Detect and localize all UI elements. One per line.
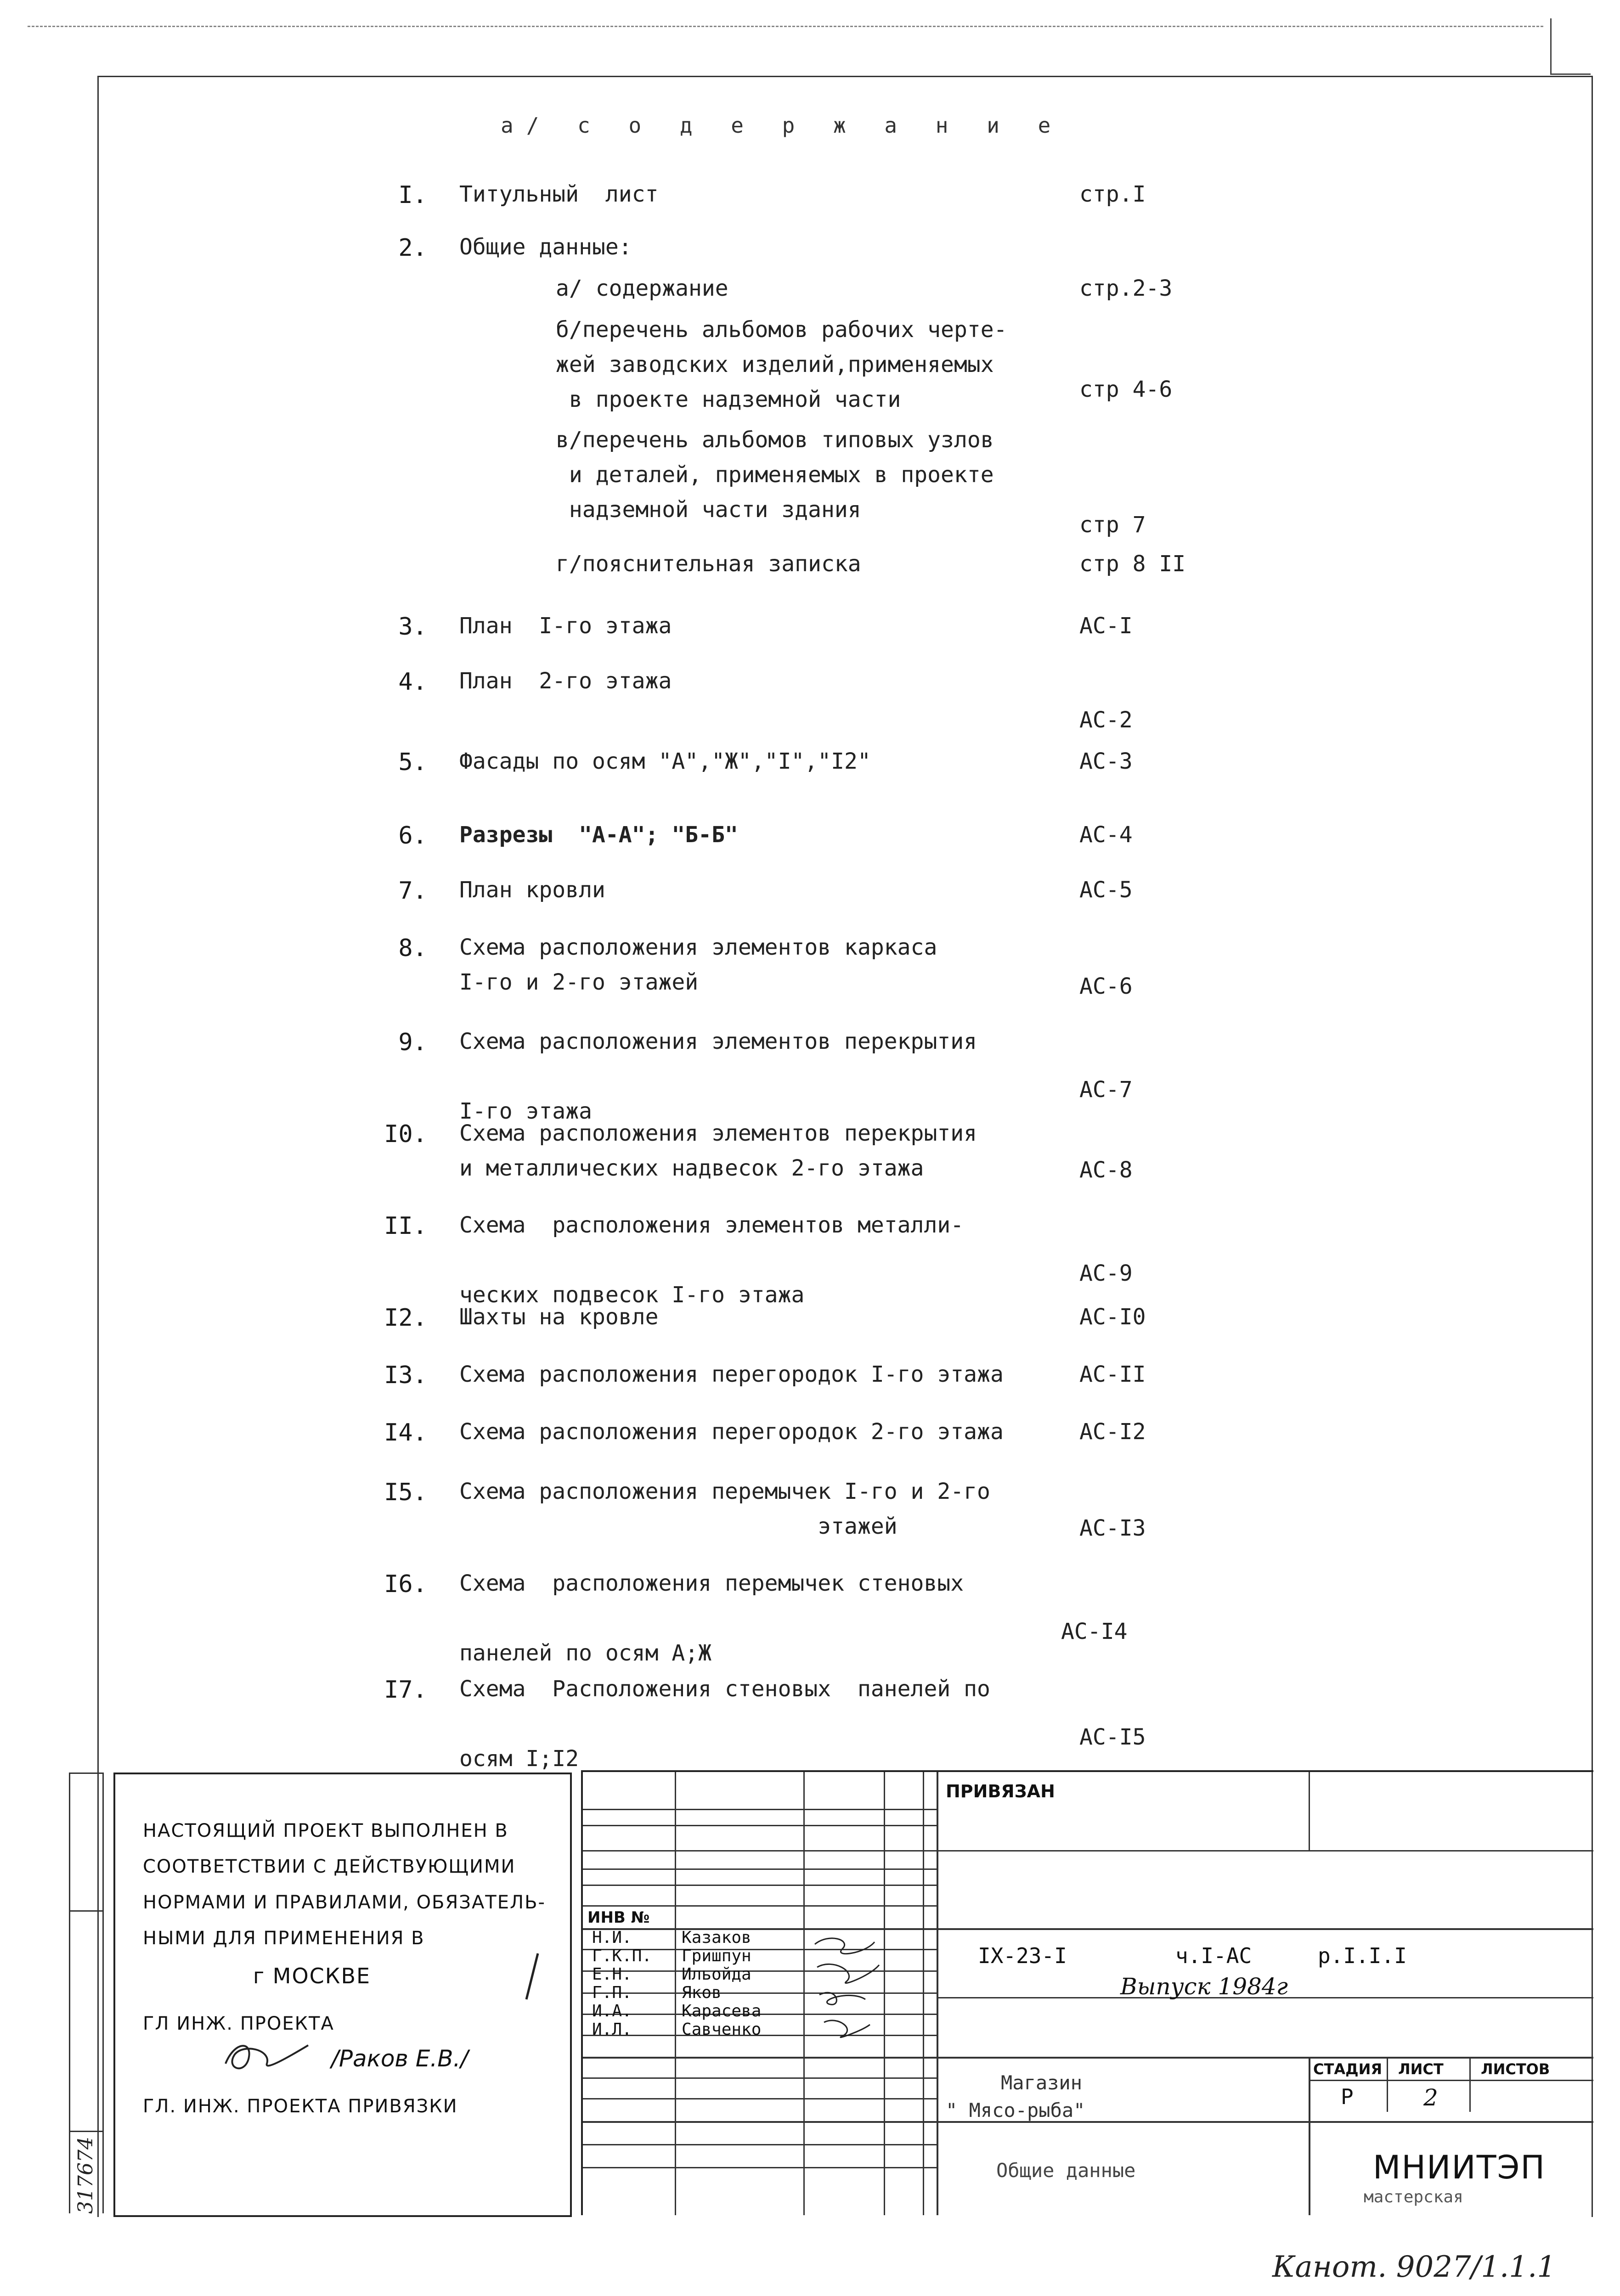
toc-title: а/ содержание [556, 276, 728, 301]
project-section: р.I.I.I [1318, 1943, 1407, 1968]
toc-number: 2. [398, 234, 427, 262]
issue-year: Выпуск 1984г [1120, 1973, 1288, 2000]
toc-reference: АС-7 [1079, 1077, 1133, 1103]
grid-hline-6 [583, 1905, 937, 1907]
toc-reference: АС-I4 [1061, 1619, 1128, 1644]
toc-reference: АС-I3 [1079, 1515, 1146, 1541]
grid-vline-sheet [1387, 2057, 1388, 2112]
toc-number: I6. [384, 1570, 427, 1598]
toc-title: Схема расположения элементов каркаса I-го и 2-го этажей [459, 934, 937, 995]
chief-engineer-signature [216, 2032, 317, 2082]
grid-hline-stage [1309, 2080, 1593, 2081]
toc-number: 9. [398, 1029, 427, 1056]
toc-number: I4. [384, 1419, 427, 1446]
toc-title: г/пояснительная записка [556, 551, 861, 577]
toc-reference: АС-8 [1079, 1157, 1133, 1183]
grid-hline-13 [583, 2057, 1593, 2059]
toc-reference: стр.I [1079, 181, 1146, 207]
stage-label: СТАДИЯ [1313, 2060, 1382, 2078]
toc-title: План кровли [459, 877, 605, 903]
toc-title: Фасады по осям "А","Ж","I","I2" [459, 748, 871, 774]
margin-archive-number: 317674 [74, 2137, 97, 2214]
organization-subtitle: мастерская [1364, 2188, 1463, 2206]
staff-role: Г.П. [592, 1983, 632, 2002]
toc-number: I7. [384, 1676, 427, 1704]
toc-reference: стр 4-6 [1079, 377, 1173, 402]
grid-vline-bound [1309, 1772, 1310, 1850]
building-name-line1: Магазин [1001, 2071, 1083, 2094]
grid-hline-14 [583, 2077, 937, 2079]
toc-title: Схема расположения перегородок 2-го этажа [459, 1419, 1004, 1445]
slash-mark [519, 1949, 547, 2004]
staff-name: Гришпун [682, 1947, 751, 1965]
compliance-statement-box [113, 1773, 572, 2217]
toc-title: Разрезы "А-А"; "Б-Б" [459, 822, 738, 848]
toc-number: I2. [384, 1304, 427, 1332]
statement-line-5: г МОСКВЕ [253, 1964, 371, 1988]
toc-title: в/перечень альбомов типовых узлов и деталей, применяемых в проекте надземной части здания [556, 427, 994, 523]
statement-line-4: НЫМИ ДЛЯ ПРИМЕНЕНИЯ В [143, 1928, 425, 1949]
grid-hline-16 [583, 2121, 1593, 2123]
statement-line-2: СООТВЕТСТВИИ С ДЕЙСТВУЮЩИМИ [143, 1856, 516, 1877]
toc-number: 5. [398, 748, 427, 776]
toc-title: Схема расположения элементов перекрытия I-го этажа [459, 1029, 977, 1124]
building-name-line2: " Мясо-рыба" [946, 2099, 1085, 2122]
toc-number: 6. [398, 822, 427, 850]
staff-role: Г.К.П. [592, 1947, 652, 1965]
toc-reference: стр.2-3 [1079, 276, 1173, 301]
toc-title: Схема расположения элементов металли- ческих подвесок I-го этажа [459, 1212, 964, 1308]
sheet-label: ЛИСТ [1398, 2060, 1444, 2078]
chief-engineer-name: /Раков Е.В./ [331, 2045, 469, 2072]
sheets-label: ЛИСТОВ [1481, 2060, 1550, 2078]
title-block-grid [581, 1770, 1593, 2215]
grid-hline-15 [583, 2098, 937, 2099]
toc-title: Шахты на кровле [459, 1304, 659, 1330]
grid-hline-18 [583, 2167, 937, 2168]
grid-hline-4 [583, 1868, 937, 1870]
statement-line-1: НАСТОЯЩИЙ ПРОЕКТ ВЫПОЛНЕН В [143, 1820, 508, 1841]
toc-title: Схема расположения перемычек I-го и 2-го этажей [459, 1479, 990, 1539]
toc-number: 7. [398, 877, 427, 905]
toc-reference: АС-I2 [1079, 1419, 1146, 1445]
staff-name: Яков [682, 1983, 722, 2002]
toc-title: б/перечень альбомов рабочих черте- жей заводских изделий,применяемых в проекте надземной части [556, 317, 1007, 412]
project-code: IX-23-I [978, 1943, 1067, 1968]
grid-vline-main [937, 1772, 938, 2215]
grid-vline-sheets [1469, 2057, 1471, 2112]
margin-cell-mid [70, 1910, 102, 2049]
margin-strip [69, 1773, 104, 2213]
toc-number: I0. [384, 1120, 427, 1148]
toc-title: Схема расположения перемычек стеновых панелей по осям А;Ж [459, 1570, 964, 1666]
margin-cell-bottom [70, 2131, 102, 2215]
grid-hline-17 [583, 2144, 937, 2145]
staff-name: Ильойда [682, 1965, 751, 1984]
toc-number: 8. [398, 934, 427, 962]
staff-role: Н.И. [592, 1928, 632, 1947]
toc-number: I. [398, 181, 427, 209]
toc-number: II. [384, 1212, 427, 1240]
toc-reference: АС-6 [1079, 974, 1133, 999]
grid-hline-3 [583, 1850, 937, 1851]
toc-reference: стр 8 II [1079, 551, 1186, 577]
margin-cell-top [70, 1773, 102, 1912]
stage-value: Р [1341, 2084, 1354, 2109]
toc-number: I3. [384, 1362, 427, 1389]
grid-hline-2 [583, 1825, 937, 1826]
bound-label: ПРИВЯЗАН [946, 1781, 1055, 1801]
statement-line-3: НОРМАМИ И ПРАВИЛАМИ, ОБЯЗАТЕЛЬ- [143, 1892, 546, 1913]
staff-role: И.Л. [592, 2020, 632, 2039]
toc-number: 3. [398, 613, 427, 641]
toc-reference: АС-5 [1079, 877, 1133, 903]
toc-title: Общие данные: [459, 234, 632, 260]
toc-reference: АС-I5 [1079, 1724, 1146, 1750]
staff-role: Е.Н. [592, 1965, 632, 1984]
archive-note: Канот. 9027/1.1.1 [1272, 2250, 1556, 2284]
toc-number: I5. [384, 1479, 427, 1506]
grid-hline-1 [583, 1809, 937, 1810]
toc-reference: АС-9 [1079, 1261, 1133, 1286]
sheet-title: Общие данные [996, 2159, 1136, 2182]
toc-title: Схема расположения перегородок I-го этажа [459, 1362, 1004, 1387]
toc-title: Схема Расположения стеновых панелей по осям I;I2 [459, 1676, 990, 1772]
staff-signatures [810, 1930, 884, 2045]
toc-reference: стр 7 [1079, 512, 1146, 538]
toc-title: Титульный лист [459, 181, 659, 207]
toc-reference: АС-II [1079, 1362, 1146, 1387]
toc-reference: АС-4 [1079, 822, 1133, 848]
toc-reference: АС-I0 [1079, 1304, 1146, 1330]
staff-role: И.А. [592, 2002, 632, 2020]
toc-title: План 2-го этажа [459, 668, 672, 694]
organization-name: МНИИТЭП [1373, 2149, 1546, 2186]
staff-name: Савченко [682, 2020, 762, 2039]
sheet-value: 2 [1423, 2084, 1438, 2111]
toc-title: План I-го этажа [459, 613, 672, 639]
toc-reference: АС-3 [1079, 748, 1133, 774]
toc-reference: АС-2 [1079, 707, 1133, 733]
grid-hline-bound [937, 1850, 1593, 1851]
toc-number: 4. [398, 668, 427, 696]
toc-title: Схема расположения элементов перекрытия и металлических надвесок 2-го этажа [459, 1120, 977, 1181]
toc-reference: АС-I [1079, 613, 1133, 639]
chief-engineer-label: ГЛ ИНЖ. ПРОЕКТА [143, 2013, 334, 2034]
binding-engineer-label: ГЛ. ИНЖ. ПРОЕКТА ПРИВЯЗКИ [143, 2096, 458, 2117]
contents-heading: а/ с о д е р ж а н и е [501, 113, 1064, 138]
inv-label: ИНВ № [587, 1908, 650, 1927]
project-part: ч.I-АС [1175, 1943, 1252, 1968]
staff-name: Карасева [682, 2002, 762, 2020]
staff-name: Казаков [682, 1928, 751, 1947]
grid-hline-5 [583, 1885, 937, 1886]
